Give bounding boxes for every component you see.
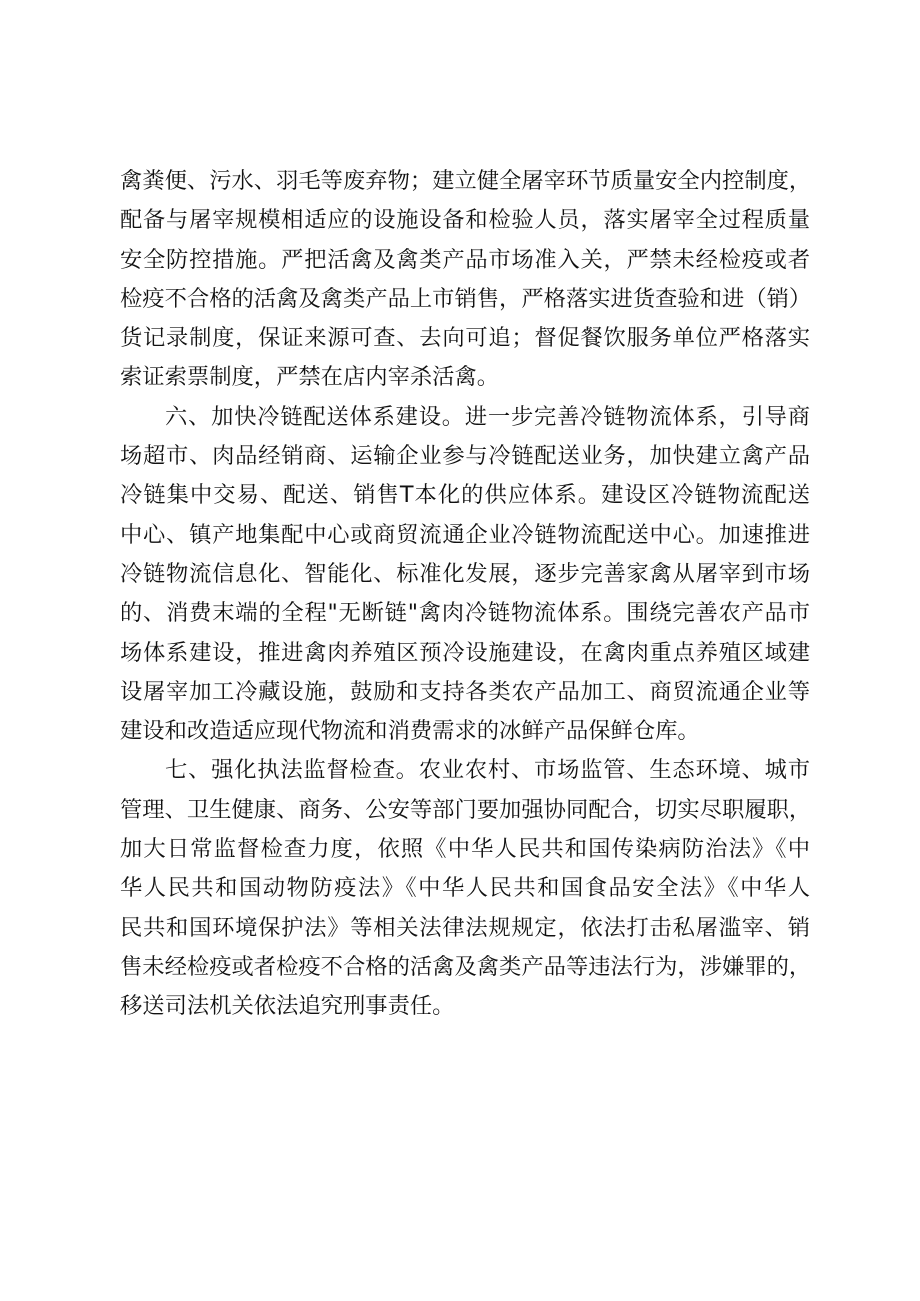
- text-line: 七、强化执法监督检查。农业农村、市场监管、生态环境、城市: [165, 757, 810, 784]
- text-line: 禽粪便、污水、羽毛等废弃物；建立健全屠宰环节质量安全内控制度，: [120, 168, 812, 194]
- text-line: 配备与屠宰规模相适应的设施设备和检验人员，落实屠宰全过程质量: [120, 207, 810, 234]
- text-line: 移送司法机关依法追究刑事责任。: [120, 993, 455, 1020]
- paragraph-section-six: [120, 398, 810, 752]
- text-line: 六、加快冷链配送体系建设。进一步完善冷链物流体系，引导商: [165, 403, 810, 430]
- text-line: 货记录制度，保证来源可查、去向可追；督促餐饮服务单位严格落实: [120, 325, 810, 352]
- text-line: 加大日常监督检查力度，依照《中华人民共和国传染病防治法》《中: [120, 836, 810, 863]
- text-line: 场超市、肉品经销商、运输企业参与冷链配送业务，加快建立禽产品: [120, 443, 810, 470]
- text-line: 索证索票制度，严禁在店内宰杀活禽。: [120, 364, 500, 391]
- text-line: 安全防控措施。严把活禽及禽类产品市场准入关，严禁未经检疫或者: [120, 246, 810, 273]
- paragraph-section-seven: [120, 751, 810, 1026]
- text-line: 中心、镇产地集配中心或商贸流通企业冷链物流配送中心。加速推进: [120, 521, 810, 548]
- text-line: 售未经检疫或者检疫不合格的活禽及禽类产品等违法行为，涉嫌罪的，: [120, 953, 812, 980]
- document-body: [120, 162, 810, 1027]
- text-line: 华人民共和国动物防疫法》《中华人民共和国食品安全法》《中华人: [120, 875, 810, 902]
- text-line: 民共和国环境保护法》等相关法律法规规定，依法打击私屠滥宰、销: [120, 914, 810, 941]
- text-line: 检疫不合格的活禽及禽类产品上市销售，严格落实进货查验和进（销）: [120, 285, 812, 312]
- text-line: 冷链物流信息化、智能化、标准化发展，逐步完善家禽从屠宰到市场: [120, 560, 810, 587]
- text-line: 的、消费末端的全程"无断链"禽肉冷链物流体系。围绕完善农产品市: [120, 600, 810, 627]
- text-line: 冷链集中交易、配送、销售T本化的供应体系。建设区冷链物流配送: [120, 482, 810, 509]
- text-line: 设屠宰加工冷藏设施，鼓励和支持各类农产品加工、商贸流通企业等: [120, 678, 810, 705]
- text-line: 建设和改造适应现代物流和消费需求的冰鲜产品保鲜仓库。: [120, 718, 700, 745]
- text-line: 管理、卫生健康、商务、公安等部门要加强协同配合，切实尽职履职，: [120, 796, 812, 823]
- paragraph-continuation: [120, 162, 810, 398]
- text-line: 场体系建设，推进禽肉养殖区预冷设施建设，在禽肉重点养殖区域建: [120, 639, 810, 666]
